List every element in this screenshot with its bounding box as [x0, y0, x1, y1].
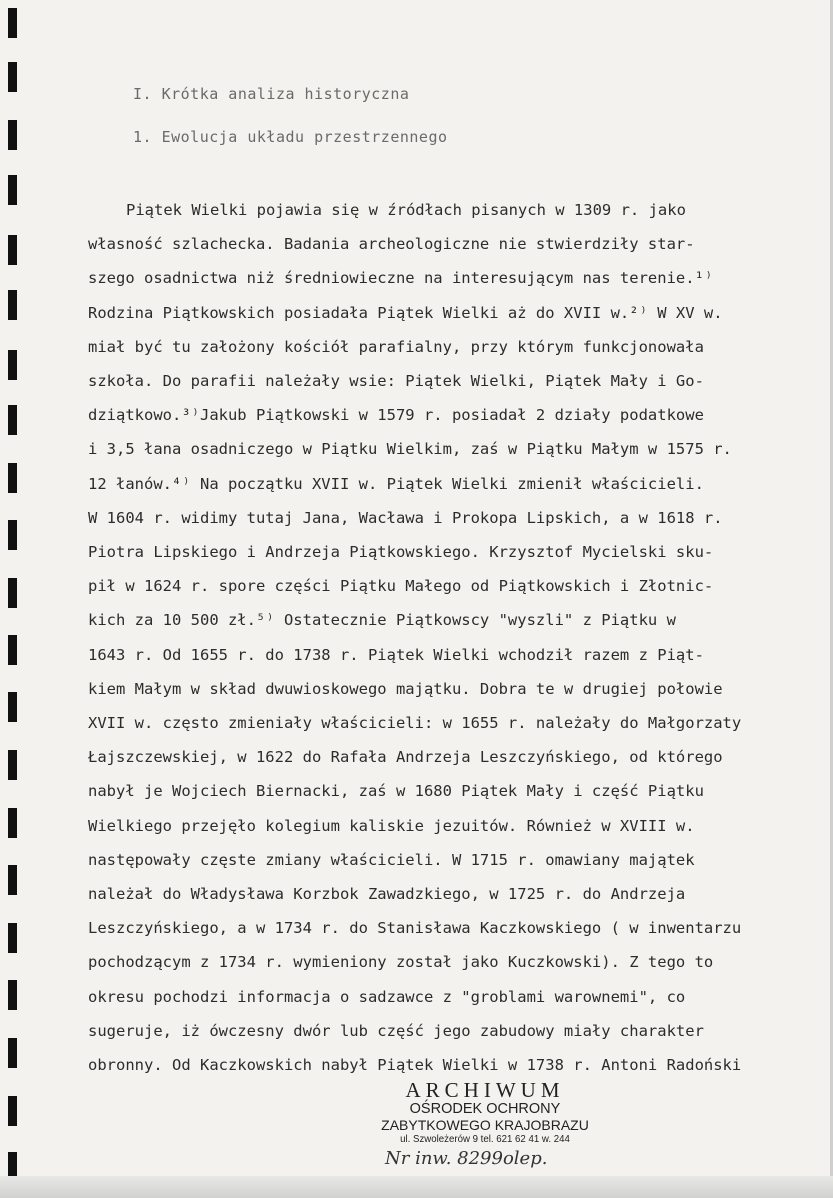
binder-hole [8, 463, 17, 493]
text-line: 12 łanów.⁴⁾ Na początku XVII w. Piątek Wielki zmienił właścicieli. [88, 474, 704, 493]
binder-hole [8, 578, 17, 608]
binder-hole [8, 8, 17, 38]
binder-hole [8, 62, 17, 92]
text-line: nabył je Wojciech Biernacki, zaś w 1680 Piątek Mały i część Piątku [88, 782, 704, 801]
binder-hole [8, 520, 17, 550]
text-line: XVII w. często zmieniały właścicieli: w 1655 r. należały do Małgorzaty [88, 714, 742, 733]
binder-hole [8, 865, 17, 895]
binder-hole [8, 808, 17, 838]
text-line: pochodzącym z 1734 r. wymieniony został jako Kuczkowski). Z tego to [88, 953, 714, 972]
binder-hole [8, 175, 17, 205]
text-line: kich za 10 500 zł.⁵⁾ Ostatecznie Piątkowscy "wyszli" z Piątku w [88, 611, 676, 630]
text-line: miał być tu założony kościół parafialny, przy którym funkcjonowała [88, 337, 704, 356]
binder-hole [8, 923, 17, 953]
binder-hole [8, 635, 17, 665]
binder-holes [8, 0, 20, 1198]
text-line: obronny. Od Kaczkowskich nabył Piątek Wielki w 1738 r. Antoni Radoński [88, 1056, 742, 1075]
section-heading: I. Krótka analiza historyczna [133, 85, 410, 103]
binder-hole [8, 290, 17, 320]
text-line: W 1604 r. widimy tutaj Jana, Wacława i Prokopa Lipskich, a w 1618 r. [88, 508, 723, 527]
binder-hole [8, 120, 17, 150]
binder-hole [8, 980, 17, 1010]
text-line: Piątek Wielki pojawia się w źródłach pisanych w 1309 r. jako [126, 201, 686, 219]
text-line: Piotra Lipskiego i Andrzeja Piątkowskiego. Krzysztof Mycielski sku- [88, 543, 714, 562]
text-line: pił w 1624 r. spore części Piątku Małego od Piątkowskich i Złotnic- [88, 577, 714, 596]
text-line: Rodzina Piątkowskich posiadała Piątek Wielki aż do XVII w.²⁾ W XV w. [88, 303, 723, 322]
text-line: dziątkowo.³⁾Jakub Piątkowski w 1579 r. posiadał 2 działy podatkowe [88, 406, 704, 425]
page-bottom-edge [0, 1176, 833, 1198]
archive-stamp [380, 1078, 590, 1145]
text-line: Wielkiego przejęło kolegium kaliskie jezuitów. Również w XVIII w. [88, 816, 695, 835]
stamp-title: ARCHIWUM [405, 1078, 565, 1102]
text-line: następowały częste zmiany właścicieli. W 1715 r. omawiany majątek [88, 850, 695, 869]
subsection-heading: 1. Ewolucja układu przestrzennego [133, 128, 448, 146]
text-line: Łajszczewskiej, w 1622 do Rafała Andrzeja Leszczyńskiego, od którego [88, 748, 723, 767]
text-line: kiem Małym w skład dwuwioskowego majątku. Dobra te w drugiej połowie [88, 679, 723, 698]
binder-hole [8, 1038, 17, 1068]
binder-hole [8, 235, 17, 265]
text-line: należał do Władysława Korzbok Zawadzkiego, w 1725 r. do Andrzeja [88, 885, 686, 904]
stamp-address: ul. Szwoleżerów 9 tel. 621 62 41 w. 244 [400, 1133, 570, 1145]
binder-hole [8, 692, 17, 722]
text-line: szkoła. Do parafii należały wsie: Piątek Wielki, Piątek Mały i Go- [88, 372, 704, 391]
binder-hole [8, 405, 17, 435]
stamp-line: OŚRODEK OCHRONY [409, 1101, 561, 1117]
binder-hole [8, 1096, 17, 1126]
text-line: sugeruje, iż ówczesny dwór lub część jego zabudowy miały charakter [88, 1021, 704, 1040]
binder-hole [8, 350, 17, 380]
text-line: Leszczyńskiego, a w 1734 r. do Stanisława Kaczkowskiego ( w inwentarzu [88, 919, 742, 938]
text-line: i 3,5 łana osadniczego w Piątku Wielkim, zaś w Piątku Małym w 1575 r. [88, 440, 732, 459]
text-line: własność szlachecka. Badania archeologiczne nie stwierdziły star- [88, 235, 695, 254]
stamp-line: ZABYTKOWEGO KRAJOBRAZU [381, 1117, 589, 1133]
body-text [88, 193, 788, 1082]
binder-hole [8, 750, 17, 780]
handwritten-inventory-number: Nr inw. 8299olep. [385, 1148, 548, 1169]
text-line: okresu pochodzi informacja o sadzawce z "groblami warownemi", co [88, 987, 686, 1006]
text-line: szego osadnictwa niż średniowieczne na interesującym nas terenie.¹⁾ [88, 269, 714, 288]
text-line: 1643 r. Od 1655 r. do 1738 r. Piątek Wielki wchodził razem z Piąt- [88, 645, 704, 664]
